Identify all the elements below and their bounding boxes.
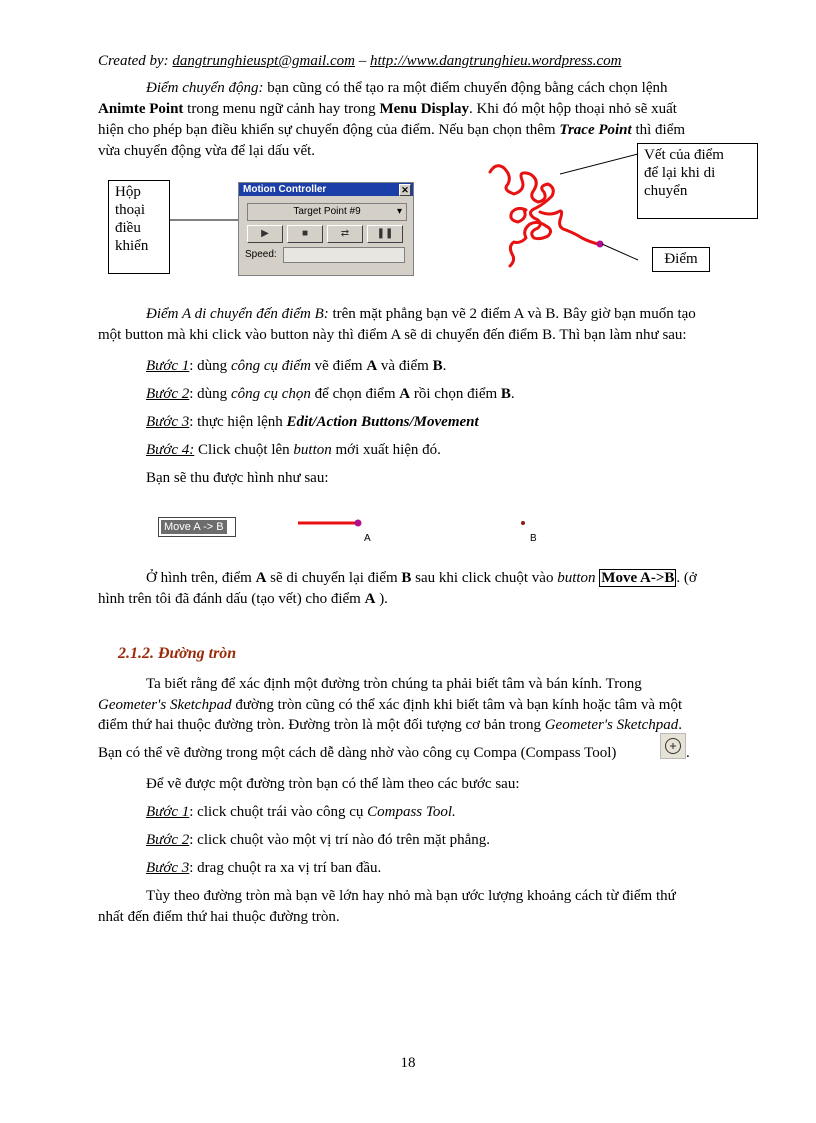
para4-text: . [678, 717, 683, 733]
para1-text: thì điểm [631, 122, 686, 138]
para4-line1 [146, 675, 642, 693]
para1-line3 [98, 121, 685, 139]
step-text: : drag chuột ra xa vị trí ban đầu. [189, 860, 382, 876]
para2-text: trên mặt phẳng bạn vẽ 2 điểm A và B. Bây giờ bạn muốn tạo [328, 306, 696, 322]
page-number: 18 [400, 1055, 416, 1071]
result-intro [146, 469, 329, 487]
target-point-label: Target Point #9 [293, 206, 361, 217]
para3-text: . (ở [676, 570, 697, 586]
para1-text: bạn cũng có thể tạo ra một điểm chuyển động bằng cách chọn lệnh [263, 80, 668, 96]
step-point-a: A [399, 386, 411, 402]
para3-point-a: A [255, 570, 267, 586]
play-button[interactable] [247, 225, 283, 243]
point-b-label: B [530, 533, 537, 544]
speed-label: Speed: [245, 249, 277, 260]
point-b-mark [521, 521, 525, 525]
step-label: Bước 3 [146, 414, 190, 430]
para4-line4-end [686, 744, 690, 762]
para2-line2 [98, 326, 687, 344]
step-tool-name: công cụ chọn [230, 386, 311, 402]
step-text: và điểm [377, 358, 433, 374]
para2-term: Điểm A di chuyển đến điểm B: [146, 306, 329, 322]
move-a-to-b-button[interactable] [158, 517, 236, 537]
para3-point-b: B [401, 570, 412, 586]
compass-tool-icon[interactable] [660, 733, 686, 759]
step-label: Bước 4: [146, 442, 195, 458]
step-text: vẽ điểm [310, 358, 367, 374]
para4-software-name: Geometer's Sketchpad [544, 717, 679, 733]
para1-line1 [146, 79, 668, 97]
move-button-label: Move A -> B [161, 520, 227, 534]
step-point-b: B [500, 386, 511, 402]
compass-step3-line [146, 859, 381, 877]
result-intro-text: Bạn sẽ thu được hình như sau: [146, 470, 329, 486]
para1-menu-display: Menu Display [379, 101, 470, 117]
step-command: Edit/Action Buttons/Movement [286, 414, 479, 430]
point-a-mark [355, 520, 362, 527]
step-label: Bước 1 [146, 358, 190, 374]
chevron-down-icon[interactable]: ▾ [396, 206, 402, 217]
header-url-link[interactable]: http://www.dangtrunghieu.wordpress.com [369, 53, 622, 69]
speed-slider[interactable] [283, 247, 405, 263]
para3-line1 [146, 569, 697, 587]
callout-line: điều [115, 220, 141, 236]
step-text: mới xuất hiện đó. [331, 442, 441, 458]
compass-step1-line [146, 803, 456, 821]
step-text: . [510, 386, 515, 402]
step-point-a: A [366, 358, 378, 374]
para3-point-a: A [364, 591, 376, 607]
trace-callout-arrow [560, 154, 638, 174]
para5-line2 [98, 908, 340, 926]
step1-line [146, 357, 446, 375]
trace-callout-label [637, 143, 758, 219]
callout-arrow-dialog [170, 200, 240, 240]
callout-line: Hộp [115, 184, 141, 200]
step-text: : dùng [189, 386, 231, 402]
callout-line: chuyển [644, 183, 688, 199]
para4-text: Ta biết rằng để xác định một đường tròn chúng ta phải biết tâm và bán kính. Trong [146, 676, 642, 692]
page-header [98, 52, 622, 70]
para5-text: Tùy theo đường tròn mà bạn vẽ lớn hay nhỏ mà bạn ước lượng khoảng cách từ điểm thứ [146, 888, 676, 904]
step-text: rồi chọn điểm [410, 386, 501, 402]
header-prefix: Created by: [98, 53, 173, 69]
steps-intro [146, 775, 520, 793]
step-label: Bước 2 [146, 832, 190, 848]
para3-text: ). [375, 591, 388, 607]
play-icon: ▶ [261, 228, 269, 239]
step-text: : thực hiện lệnh [189, 414, 287, 430]
section-title: 2.1.2. Đường tròn [118, 645, 237, 662]
step-button-word: button [293, 442, 332, 458]
compass-icon [661, 734, 685, 758]
step2-line [146, 385, 515, 403]
para3-text: hình trên tôi đã đánh dấu (tạo vết) cho điểm [98, 591, 365, 607]
para4-software-name: Geometer's Sketchpad [98, 697, 232, 713]
para4-line3 [98, 716, 682, 734]
para5-text: nhất đến điểm thứ hai thuộc đường tròn. [98, 909, 340, 925]
callout-arrows-trace [560, 140, 640, 270]
step-tool-name: công cụ điểm [230, 358, 311, 374]
para1-term: Điểm chuyển động: [146, 80, 264, 96]
para3-text: sau khi click chuột vào [411, 570, 558, 586]
para4-line2 [98, 696, 682, 714]
para3-text: Ở hình trên, điểm [146, 570, 256, 586]
close-icon[interactable]: ✕ [399, 184, 411, 196]
inline-move-button: Move A->B [601, 570, 675, 586]
para1-text: vừa chuyển động vừa để lại dấu vết. [98, 143, 316, 159]
header-email-link[interactable]: dangtrunghieuspt@gmail.com [172, 53, 355, 69]
step-text: : click chuột vào một vị trí nào đó trên mặt phẳng. [189, 832, 491, 848]
step-tool-name: Compass Tool. [367, 804, 456, 820]
step3-line [146, 413, 479, 431]
steps-intro-text: Để vẽ được một đường tròn bạn có thể làm theo các bước sau: [146, 776, 520, 792]
para1-animate-point: Animte Point [98, 101, 184, 117]
para4-text: . [686, 745, 690, 761]
point-callout-label [652, 247, 710, 272]
motion-controller-titlebar[interactable] [239, 183, 413, 196]
para1-text: hiện cho phép bạn điều khiển sự chuyển động của điểm. Nếu bạn chọn thêm [98, 122, 560, 138]
target-point-select[interactable] [247, 203, 407, 221]
step4-line [146, 441, 441, 459]
para3-text: sẽ di chuyển lại điểm [266, 570, 402, 586]
pause-icon: ❚❚ [376, 228, 394, 239]
para3-button-word: button [557, 570, 596, 586]
compass-step2-line [146, 831, 490, 849]
para4-text: điểm thứ hai thuộc đường tròn. Đường tròn là một đối tượng cơ bản trong [98, 717, 545, 733]
para1-trace-point: Trace Point [559, 122, 632, 138]
step-text: : dùng [189, 358, 231, 374]
para5-line1 [146, 887, 676, 905]
para1-text: trong menu ngữ cảnh hay trong [183, 101, 380, 117]
para4-text: đường tròn cũng có thể xác định khi biết tâm và bạn kính hoặc tâm và một [231, 697, 683, 713]
step-text: Click chuột lên [194, 442, 294, 458]
reverse-button[interactable] [327, 225, 363, 243]
para4-text: Bạn có thể vẽ đường trong một cách dễ dàng nhờ vào công cụ Compa (Compass Tool) [98, 745, 617, 761]
para1-line4 [98, 142, 315, 160]
point-label-text: Điểm [664, 251, 698, 267]
para2-line1 [146, 305, 696, 323]
move-figure [290, 505, 550, 545]
stop-button[interactable] [287, 225, 323, 243]
para3-line2 [98, 590, 388, 608]
callout-line: thoại [115, 202, 145, 218]
step-label: Bước 2 [146, 386, 190, 402]
callout-line: để lại khi di [644, 165, 716, 181]
callout-line: khiển [115, 238, 149, 254]
step-label: Bước 3 [146, 860, 190, 876]
para2-text: một button mà khi click vào button này thì điểm A sẽ di chuyển đến điểm B. Thì bạn làm như sau: [98, 327, 687, 343]
dialog-callout-label [108, 180, 170, 274]
para1-line2 [98, 100, 677, 118]
step-label: Bước 1 [146, 804, 190, 820]
motion-controller-dialog[interactable] [238, 182, 414, 276]
callout-line: Vết của điểm [644, 147, 724, 163]
step-text: . [442, 358, 447, 374]
step-text: : click chuột trái vào công cụ [189, 804, 368, 820]
point-callout-arrow [602, 244, 638, 260]
step-text: để chọn điểm [310, 386, 400, 402]
pause-button[interactable] [367, 225, 403, 243]
header-dash: – [354, 53, 370, 69]
motion-controller-title: Motion Controller [243, 184, 327, 195]
point-a-label: A [364, 533, 371, 544]
step-point-b: B [432, 358, 443, 374]
reverse-icon: ⇄ [340, 228, 350, 239]
para4-line4 [98, 744, 616, 762]
para1-text: . Khi đó một hộp thoại nhỏ sẽ xuất [469, 101, 677, 117]
stop-icon: ■ [301, 228, 309, 239]
